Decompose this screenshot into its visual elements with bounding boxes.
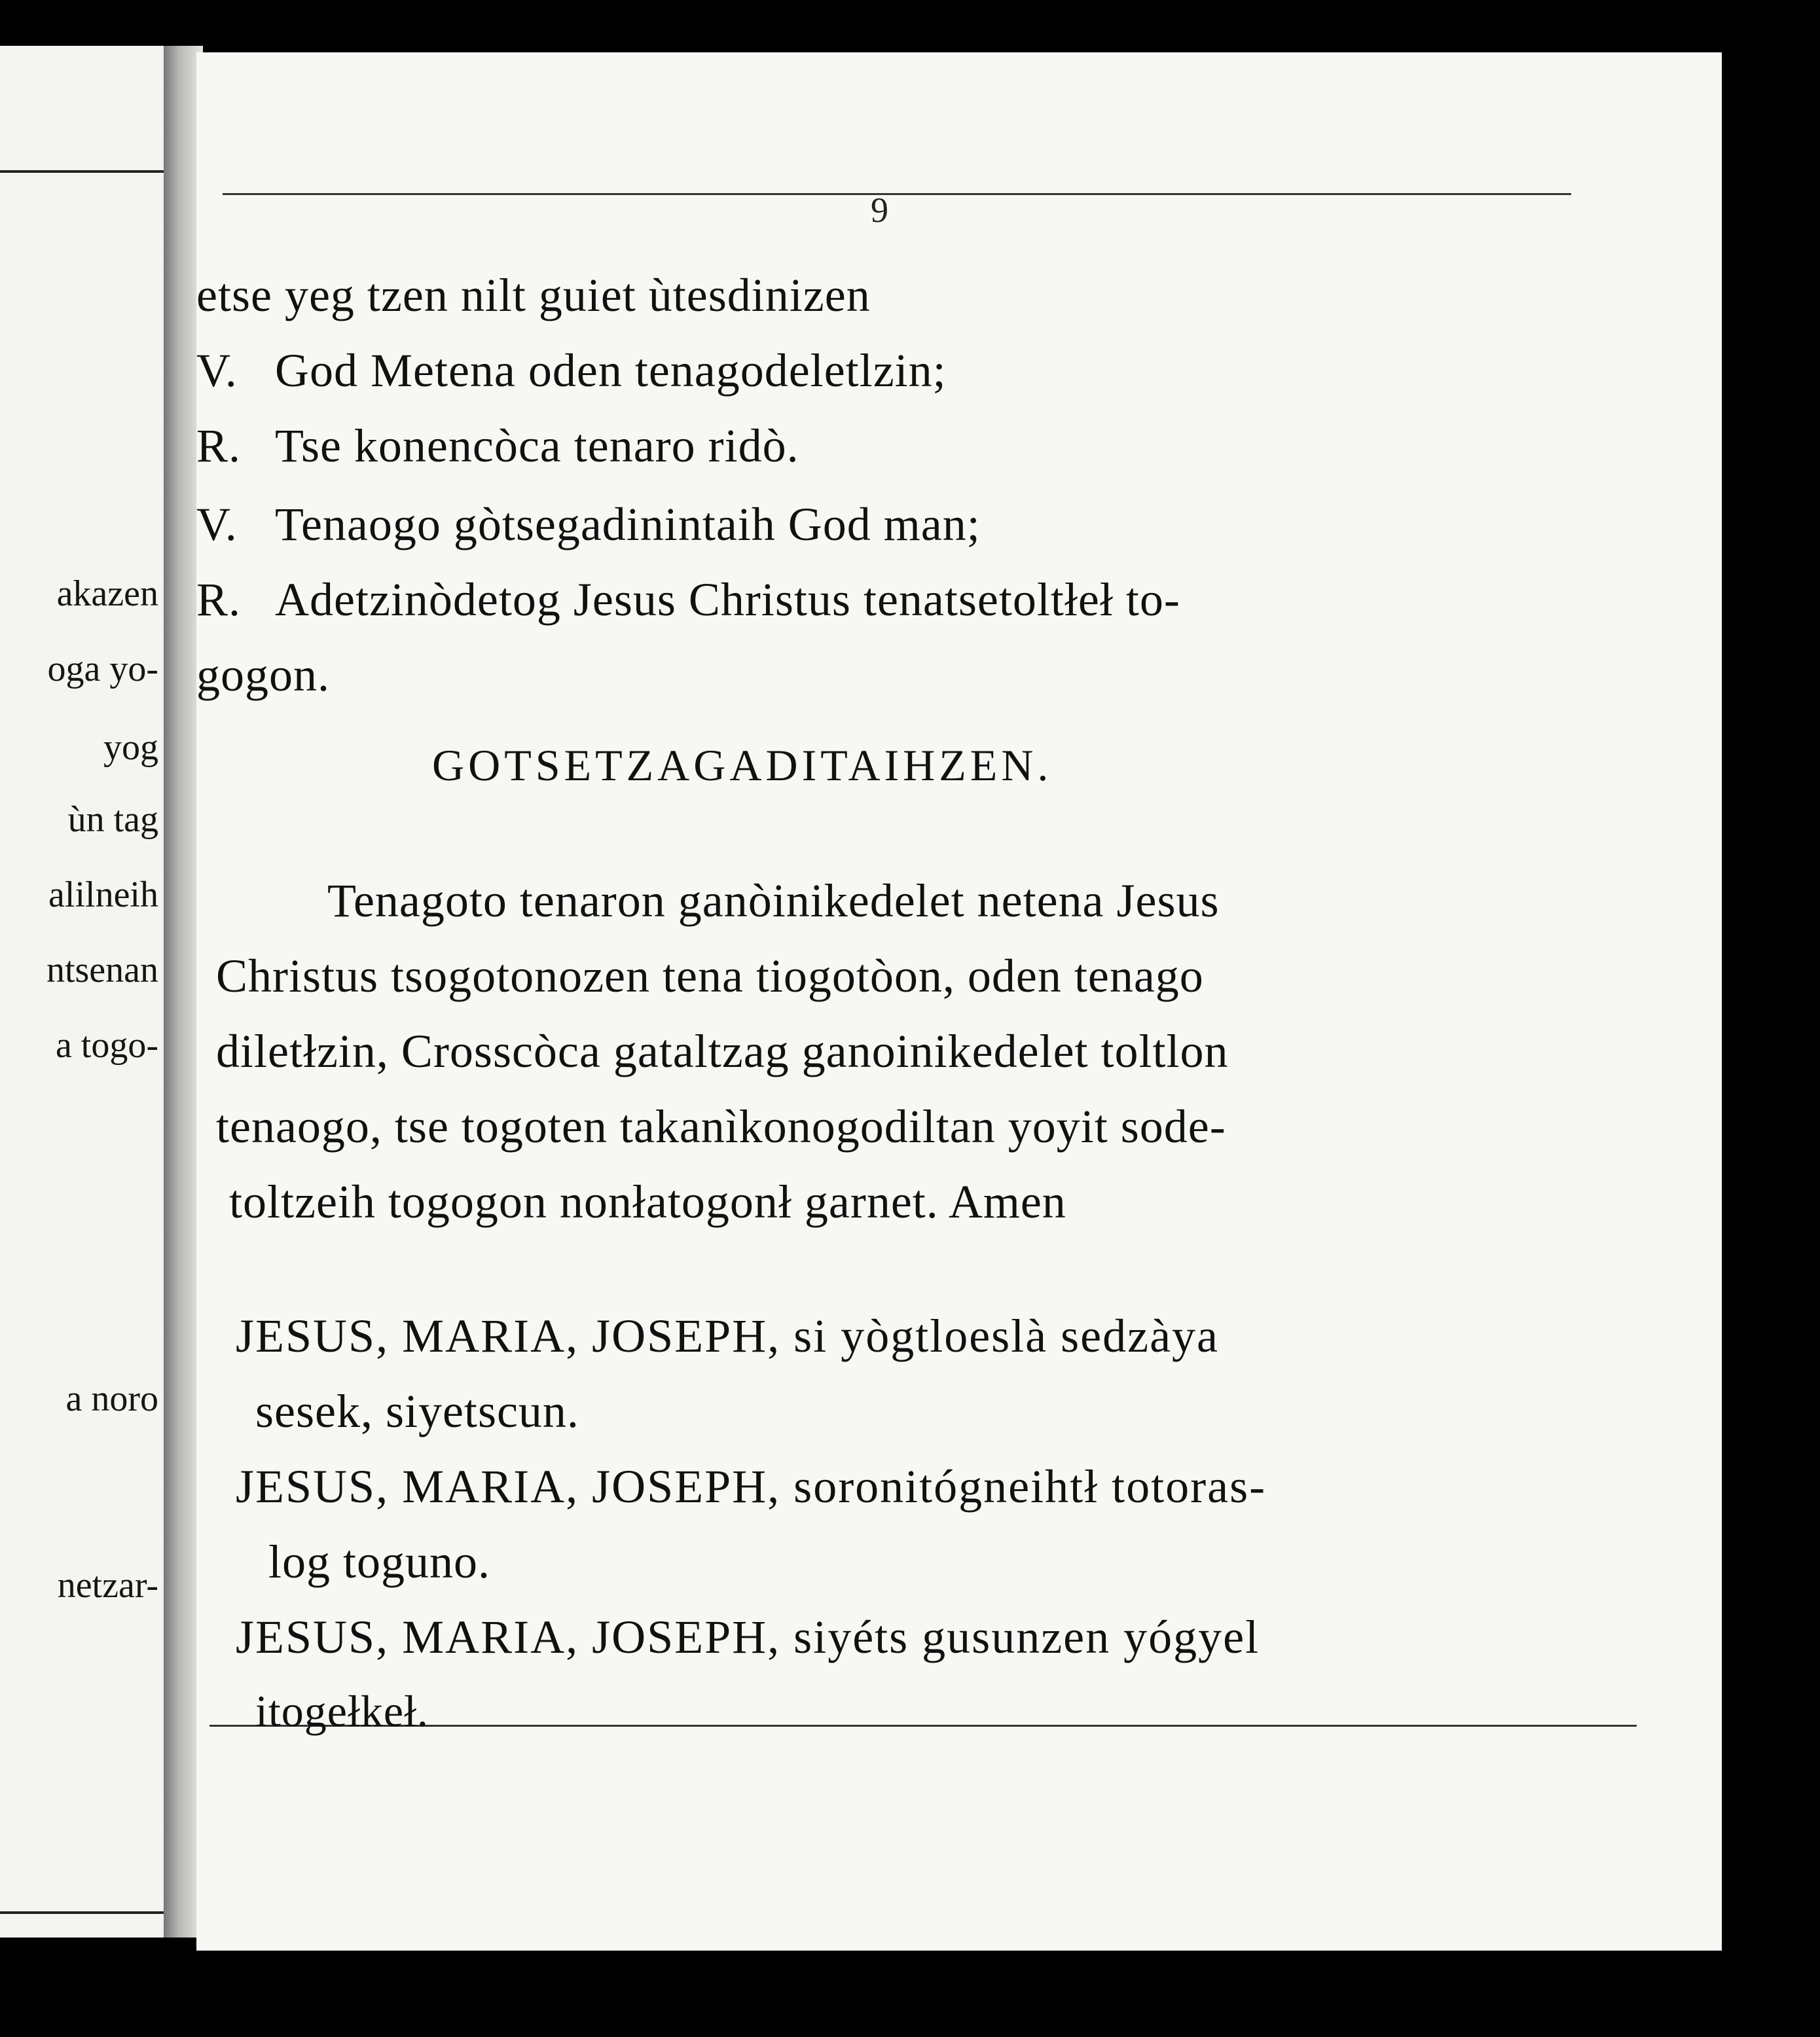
response-marker: R. — [196, 420, 242, 472]
left-page-bottom-rule — [0, 1911, 164, 1914]
left-fragment-line: ùn tag — [67, 799, 158, 840]
text-line — [196, 268, 871, 323]
left-fragment-line: netzar- — [57, 1565, 158, 1606]
section-heading: GOTSETZAGADITAIHZEN. — [432, 740, 1053, 790]
versicle-marker: V. — [196, 344, 238, 397]
left-page-top-rule — [0, 170, 164, 173]
line-text: gogon. — [196, 649, 330, 701]
invocation-line: JESUS, MARIA, JOSEPH, si yògtloeslà sedzàya — [236, 1310, 1219, 1362]
versicle-line — [196, 497, 981, 552]
left-page-fragment — [0, 46, 164, 1938]
paragraph-line: tenaogo, tse togoten takanìkonogodiltan yoyit sode- — [216, 1100, 1226, 1153]
left-fragment-line: oga yo- — [47, 649, 158, 689]
left-fragment-line: akazen — [56, 573, 158, 614]
main-page — [196, 52, 1722, 1951]
top-rule — [223, 193, 1571, 195]
left-fragment-line: ntsenan — [46, 950, 158, 990]
response-line — [196, 419, 799, 473]
response-marker: R. — [196, 573, 242, 626]
text-line — [196, 648, 330, 702]
invocation-continuation: itogełkeł. — [255, 1686, 429, 1736]
invocation-continuation: sesek, siyetscun. — [255, 1385, 579, 1437]
left-fragment-line: a noro — [65, 1379, 158, 1419]
page-number: 9 — [871, 190, 888, 230]
invocation-line: JESUS, MARIA, JOSEPH, soronitógneihtł totoras- — [236, 1460, 1267, 1513]
line-text: Tenaogo gòtsegadinintaih God man; — [275, 498, 981, 550]
line-text: Tse konencòca tenaro ridò. — [275, 420, 799, 472]
response-line — [196, 573, 1180, 627]
paragraph-line: Christus tsogotonozen tena tiogotòon, oden tenago — [216, 950, 1204, 1002]
paragraph-line: toltzeih togogon nonłatogonł garnet. Amen — [229, 1176, 1066, 1228]
line-text: God Metena oden tenagodeletlzin; — [275, 344, 947, 397]
left-fragment-line: a togo- — [55, 1025, 158, 1066]
line-text: etse yeg tzen nilt guiet ùtesdinizen — [196, 269, 871, 321]
left-fragment-line: alilneih — [48, 874, 158, 915]
left-fragment-line: yog — [103, 727, 158, 768]
versicle-line — [196, 344, 947, 398]
line-text: Adetzinòdetog Jesus Christus tenatsetoltłeł to- — [275, 573, 1180, 626]
paragraph-line: Tenagoto tenaron ganòinikedelet netena Jesus — [327, 874, 1220, 927]
invocation-continuation: log toguno. — [268, 1536, 491, 1588]
paragraph-line: diletłzin, Crosscòca gataltzag ganoinikedelet toltlon — [216, 1025, 1229, 1077]
versicle-marker: V. — [196, 498, 238, 550]
invocation-line: JESUS, MARIA, JOSEPH, siyéts gusunzen yógyel — [236, 1611, 1260, 1663]
